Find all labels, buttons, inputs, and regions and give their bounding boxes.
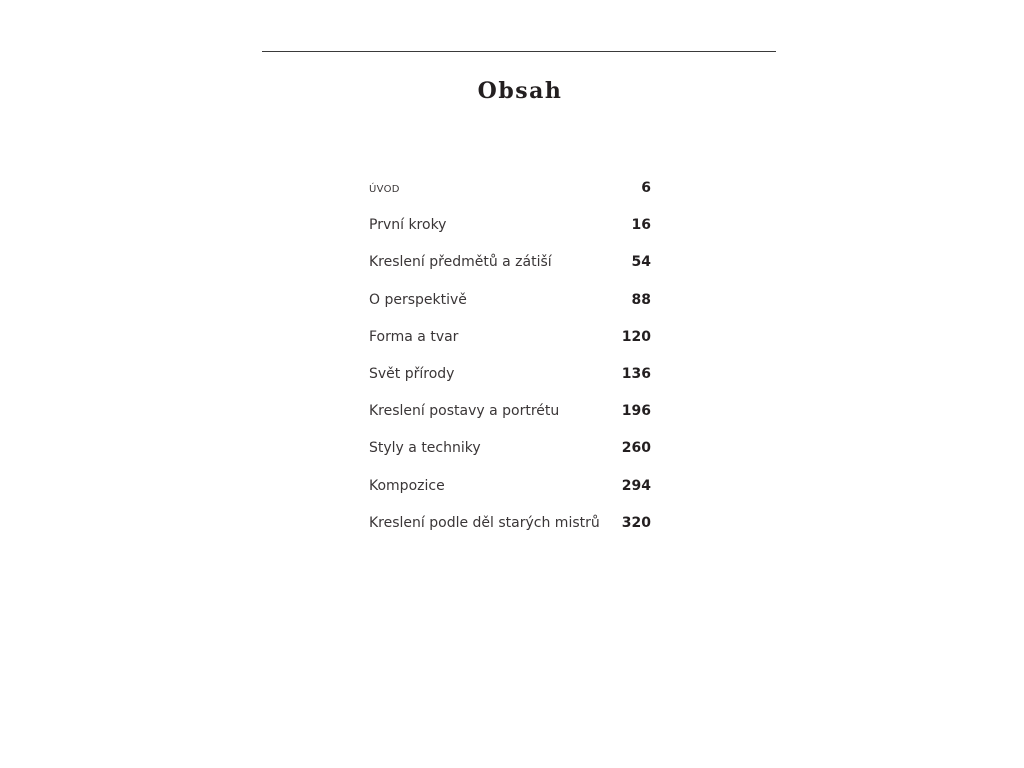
toc-entry-label: První kroky xyxy=(369,217,447,234)
toc-entry-label: Forma a tvar xyxy=(369,328,459,345)
toc-entry-label: O perspektivě xyxy=(369,291,467,308)
toc-entry xyxy=(369,282,651,319)
toc-entry-page-number: 294 xyxy=(621,477,651,494)
toc-entry-page-number: 120 xyxy=(621,328,651,345)
toc-entry-label: Kreslení podle děl starých mistrů xyxy=(369,514,600,531)
toc-entry xyxy=(369,430,651,467)
toc-entry-label: Kompozice xyxy=(369,477,445,494)
toc-entry xyxy=(369,207,651,244)
toc-entry-page-number: 88 xyxy=(631,291,651,308)
toc-entry-label: ÚVOD xyxy=(369,184,400,195)
page-title: Obsah xyxy=(477,78,563,104)
toc-entry-page-number: 54 xyxy=(631,254,651,271)
toc-entry-page-number: 136 xyxy=(621,365,651,382)
toc-entry-page-number: 16 xyxy=(631,217,651,234)
toc-entry xyxy=(369,468,651,505)
top-divider-rule xyxy=(262,51,776,52)
table-of-contents xyxy=(369,170,651,542)
toc-entry-label: Styly a techniky xyxy=(369,440,481,457)
toc-entry xyxy=(369,319,651,356)
toc-entry xyxy=(369,244,651,281)
toc-entry-label: Kreslení předmětů a zátiší xyxy=(369,254,552,271)
toc-entry-page-number: 260 xyxy=(621,440,651,457)
toc-entry xyxy=(369,505,651,542)
toc-entry xyxy=(369,356,651,393)
toc-entry-page-number: 320 xyxy=(621,514,651,531)
toc-entry-introduction xyxy=(369,170,651,207)
toc-entry-page-number: 196 xyxy=(621,403,651,420)
toc-entry-label: Svět přírody xyxy=(369,365,455,382)
toc-entry xyxy=(369,393,651,430)
toc-entry-label: Kreslení postavy a portrétu xyxy=(369,403,560,420)
toc-entry-page-number: 6 xyxy=(641,180,651,196)
